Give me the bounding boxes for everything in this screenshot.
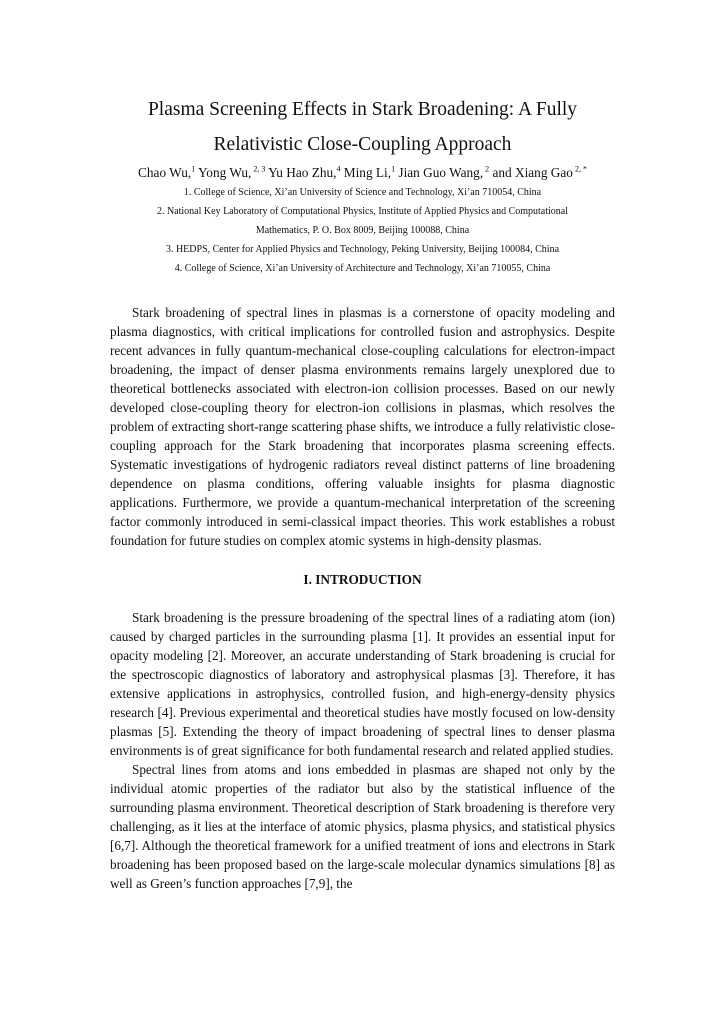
abstract-text: Stark broadening of spectral lines in plasmas is a cornerstone of opacity modeling and plasma diagnostics, with critical implications for controlled fusion and astrophysics. Despite recent advances in fully quantum-mechanical close-coupling calculations for electron-impact broadening, the impact of denser plasma environments remains largely unexplored due to theoretical bottlenecks associated with electron-ion collision processes. Based on our newly developed close-coupling theory for electron-ion collisions in plasmas, which resolves the problem of extracting short-range scattering phase shifts, we introduce a fully relativistic close-coupling approach for the Stark broadening that incorporates plasma screening effects. Systematic investigations of hydrogenic radiators reveal distinct patterns of line broadening dependence on plasma conditions, offering valuable insights for plasma diagnostic applications. Furthermore, we provide a quantum-mechanical interpretation of the screening factor commonly introduced in semi-classical impact theories. This work establishes a robust foundation for future studies on complex atomic systems in high-density plasmas. [110, 305, 615, 548]
author: Jian Guo Wang, $^2$ [395, 164, 490, 180]
paper-page [110, 92, 615, 893]
affiliation: 4. College of Science, Xi’an University of Architecture and Technology, Xi’an 710055, China [174, 263, 551, 274]
title-line-2: Relativistic Close-Coupling Approach [213, 134, 512, 155]
section-heading: I. INTRODUCTION [303, 572, 422, 587]
affiliation: 2. National Key Laboratory of Computational Physics, Institute of Applied Physics and Computational [156, 206, 569, 217]
author: Ming Li,$^1$ [340, 164, 396, 180]
abstract [110, 303, 615, 550]
author: Chao Wu,$^1$ [138, 164, 196, 180]
affiliation: 1. College of Science, Xi’an University of Science and Technology, Xi’an 710054, China [183, 187, 542, 198]
intro-paragraph-2: Spectral lines from atoms and ions embedded in plasmas are shaped not only by the individual atomic properties of the radiator but also by the statistical influence of the surrounding plasma environment. Theoretical description of Stark broadening is therefore very challenging, as it lies at the interface of atomic physics, plasma physics, and statistical physics [6,7]. Although the theoretical framework for a unified treatment of ions and electrons in Stark broadening has been proposed based on the large-scale molecular dynamics simulations [8] as well as Green’s function approaches [7,9], the [110, 762, 615, 891]
author: Yu Hao Zhu,$^4$ [265, 164, 341, 180]
author: and Xiang Gao $^{2, *}$ [489, 164, 587, 180]
author: Yong Wu, $^{2, 3}$ [195, 164, 266, 180]
author-list [110, 164, 615, 182]
paper-title [110, 92, 615, 162]
intro-paragraph-1: Stark broadening is the pressure broadening of the spectral lines of a radiating atom (ion) caused by charged particles in the surrounding plasma [1]. It provides an essential input for opacity modeling [2]. Moreover, an accurate understanding of Stark broadening is crucial for the spectroscopic diagnostics of laboratory and astrophysical plasmas [3]. Therefore, it has extensive applications in astrophysics, controlled fusion, and high-energy-density physics research [4]. Previous experimental and theoretical studies have mostly focused on low-density plasmas [5]. Extending the theory of impact broadening of spectral lines to denser plasma environments is of great significance for both fundamental research and related applied studies. [110, 610, 615, 758]
affiliation: 3. HEDPS, Center for Applied Physics and Technology, Peking University, Beijing 100084, China [165, 244, 560, 255]
affiliation-list [110, 183, 615, 278]
affiliation: Mathematics, P. O. Box 8009, Beijing 100088, China [255, 225, 470, 236]
title-line-1: Plasma Screening Effects in Stark Broadening: A Fully [147, 99, 578, 120]
